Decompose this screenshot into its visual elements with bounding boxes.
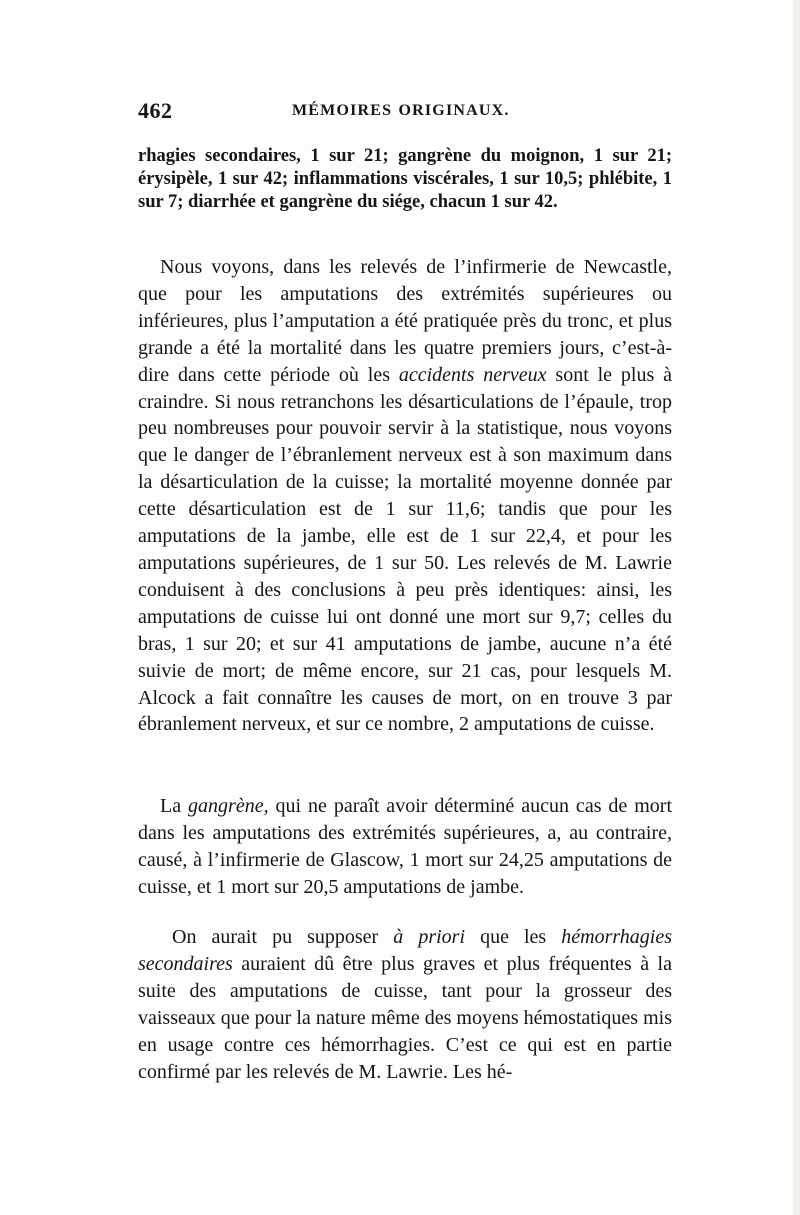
paragraph-text: On aurait pu supposer	[172, 926, 394, 948]
paragraph-text: qui ne paraît avoir déterminé aucun cas de mort dans les amputations des extrémités supérieures, a, au contraire, causé, à l’infirmerie de Glascow, 1 mort sur 24,25 amputations de cuisse, et 1 mort sur 20,5 amputations de jambe.	[138, 795, 673, 898]
continuation-paragraph: rhagies secondaires, 1 sur 21; gangrène du moignon, 1 sur 21; érysipèle, 1 sur 42; inflammations viscérales, 1 sur 10,5; phlébite, 1 sur 7; diarrhée et gangrène du siége, chacun 1 sur 42.	[138, 145, 672, 213]
paragraph-text: Nous voyons, dans les relevés de l’infirmerie de Newcastle, que pour les amputations des extrémités supérieures ou inférieures, plus l’amputation a été pratiquée près du tronc, et plus grande a été la mortalité dans les quatre premiers jours, c’est-à-dire dans cette période où les	[138, 256, 672, 386]
paragraph-newcastle-statistics	[138, 254, 672, 738]
running-title: MÉMOIRES ORIGINAUX.	[292, 102, 510, 119]
page-number: 462	[138, 98, 173, 123]
paragraph-text: que les	[465, 926, 562, 948]
paragraph-gangrene	[138, 793, 672, 901]
italic-term: à priori	[393, 926, 466, 948]
paragraph-text: auraient dû être plus graves et plus fréquentes à la suite des amputations de cuisse, tant pour la grosseur des vaisseaux que pour la nature même des moyens hémostatiques mis en usage contre ces hémorrhagies. C’est ce qui est en partie confirmé par les relevés de M. Lawrie. Les hé-	[138, 952, 672, 1083]
italic-term: accidents nerveux	[398, 363, 547, 386]
page-edge	[793, 0, 800, 1215]
italic-term: hémorrhagies secondaires	[138, 926, 673, 975]
paragraph-hemorrhages	[138, 924, 672, 1085]
running-head	[138, 98, 672, 126]
paragraph-text: La	[160, 795, 189, 817]
italic-term: gangrène,	[188, 795, 269, 817]
paragraph-text: sont le plus à craindre. Si nous retranchons les désarticulations de l’épaule, trop peu nombreuses pour pouvoir servir à la statistique, nous voyons que le danger de l’ébranlement nerveux est à son maximum dans la désarticulation de la cuisse; la mortalité moyenne donnée par cette désarticulation est de 1 sur 11,6; tandis que pour les amputations de la jambe, elle est de 1 sur 22,4, et pour les amputations supérieures, de 1 sur 50. Les relevés de M. Lawrie conduisent à des conclusions à peu près identiques: ainsi, les amputations de cuisse lui ont donné une mort sur 9,7; celles du bras, 1 sur 20; et sur 41 amputations de jambe, aucune n’a été suivie de mort; de même encore, sur 21 cas, pour lesquels M. Alcock a fait connaître les causes de mort, on en trouve 3 par ébranlement nerveux, et sur ce nombre, 2 amputations de cuisse.	[138, 363, 672, 736]
